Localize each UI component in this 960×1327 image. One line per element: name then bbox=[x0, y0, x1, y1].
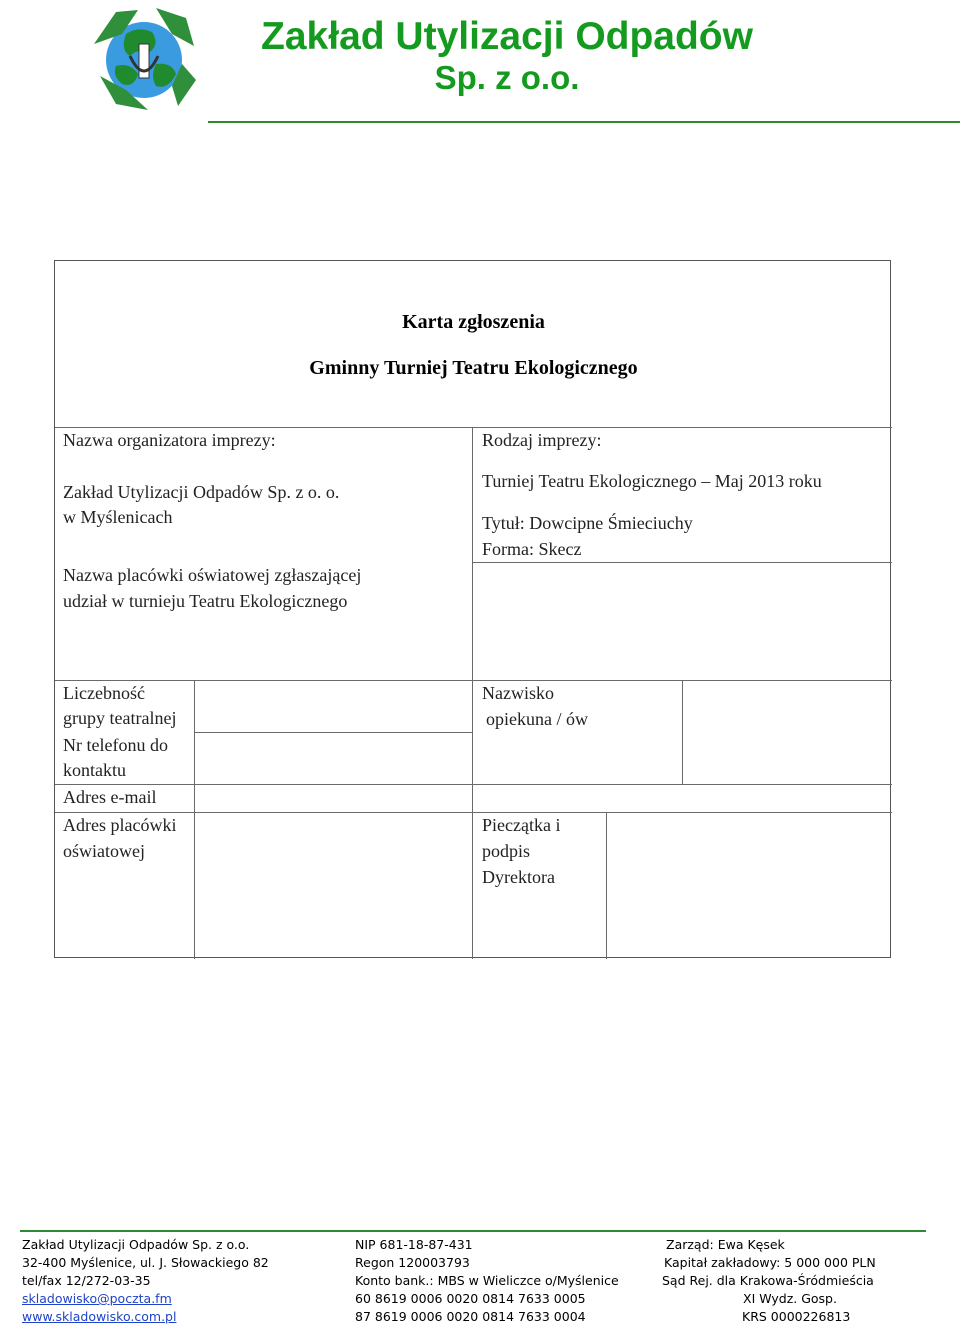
organizer-value: Zakład Utylizacji Odpadów Sp. z o. o. bbox=[63, 482, 340, 502]
footer-divider bbox=[20, 1230, 926, 1232]
form-subtitle: Gminny Turniej Teatru Ekologicznego bbox=[309, 357, 638, 379]
guardian-label-cont: opiekuna / ów bbox=[486, 709, 588, 729]
group-size-label-cont: grupy teatralnej bbox=[63, 708, 177, 728]
play-title: Tytuł: Dowcipne Śmieciuchy bbox=[482, 513, 693, 533]
footer-website-link[interactable] bbox=[22, 1308, 176, 1326]
organizer-label: Nazwa organizatora imprezy: bbox=[63, 430, 276, 450]
phone-label: Nr telefonu do bbox=[63, 735, 168, 755]
divider bbox=[194, 680, 195, 959]
stamp-label: Pieczątka i bbox=[482, 815, 561, 835]
footer-company: Zakład Utylizacji Odpadów Sp. z o.o. bbox=[22, 1237, 250, 1252]
application-form bbox=[54, 260, 891, 958]
company-legal-form: Sp. z o.o. bbox=[434, 59, 580, 96]
footer-email-link[interactable] bbox=[22, 1290, 172, 1308]
divider bbox=[194, 732, 472, 733]
divider bbox=[606, 812, 607, 959]
footer-capital: Kapitał zakładowy: 5 000 000 PLN bbox=[664, 1255, 876, 1270]
group-size-label: Liczebność bbox=[63, 683, 145, 703]
divider bbox=[55, 680, 892, 681]
institution-label: Nazwa placówki oświatowej zgłaszającej bbox=[63, 565, 362, 585]
institution-label-cont: udział w turnieju Teatru Ekologicznego bbox=[63, 591, 348, 611]
phone-label-cont: kontaktu bbox=[63, 760, 126, 780]
website-link-text[interactable]: www.skladowisko.com.pl bbox=[22, 1309, 177, 1324]
email-label: Adres e-mail bbox=[63, 787, 157, 807]
divider bbox=[472, 562, 892, 563]
address-label: Adres placówki bbox=[63, 815, 177, 835]
guardian-label: Nazwisko bbox=[482, 683, 554, 703]
event-type-value: Turniej Teatru Ekologicznego – Maj 2013 roku bbox=[482, 471, 822, 491]
footer-court: Sąd Rej. dla Krakowa-Śródmieścia bbox=[662, 1273, 874, 1288]
footer-bank: Konto bank.: MBS w Wieliczce o/Myślenice bbox=[355, 1273, 619, 1288]
company-logo bbox=[86, 4, 200, 114]
email-link-text[interactable]: skladowisko@poczta.fm bbox=[22, 1291, 172, 1306]
footer-account-2: 87 8619 0006 0020 0814 7633 0004 bbox=[355, 1309, 586, 1324]
organizer-location: w Myślenicach bbox=[63, 507, 173, 527]
stamp-label-cont: podpis bbox=[482, 841, 531, 861]
footer-management: Zarząd: Ewa Kęsek bbox=[666, 1237, 785, 1252]
footer-division: XI Wydz. Gosp. bbox=[743, 1291, 837, 1306]
stamp-label-cont2: Dyrektora bbox=[482, 867, 555, 887]
header-divider bbox=[208, 121, 960, 123]
company-name: Zakład Utylizacji Odpadów bbox=[261, 15, 753, 58]
divider bbox=[682, 680, 683, 784]
footer-regon: Regon 120003793 bbox=[355, 1255, 470, 1270]
footer-krs: KRS 0000226813 bbox=[742, 1309, 851, 1324]
footer-address: 32-400 Myślenice, ul. J. Słowackiego 82 bbox=[22, 1255, 269, 1270]
divider bbox=[55, 812, 892, 813]
footer-nip: NIP 681-18-87-431 bbox=[355, 1237, 473, 1252]
address-label-cont: oświatowej bbox=[63, 841, 145, 861]
recycling-globe-icon bbox=[86, 4, 200, 114]
divider bbox=[55, 784, 892, 785]
event-type-label: Rodzaj imprezy: bbox=[482, 430, 602, 450]
form-title: Karta zgłoszenia bbox=[402, 311, 545, 333]
footer-account-1: 60 8619 0006 0020 0814 7633 0005 bbox=[355, 1291, 586, 1306]
footer-phone: tel/fax 12/272-03-35 bbox=[22, 1273, 151, 1288]
divider bbox=[472, 427, 473, 959]
play-form: Forma: Skecz bbox=[482, 539, 582, 559]
